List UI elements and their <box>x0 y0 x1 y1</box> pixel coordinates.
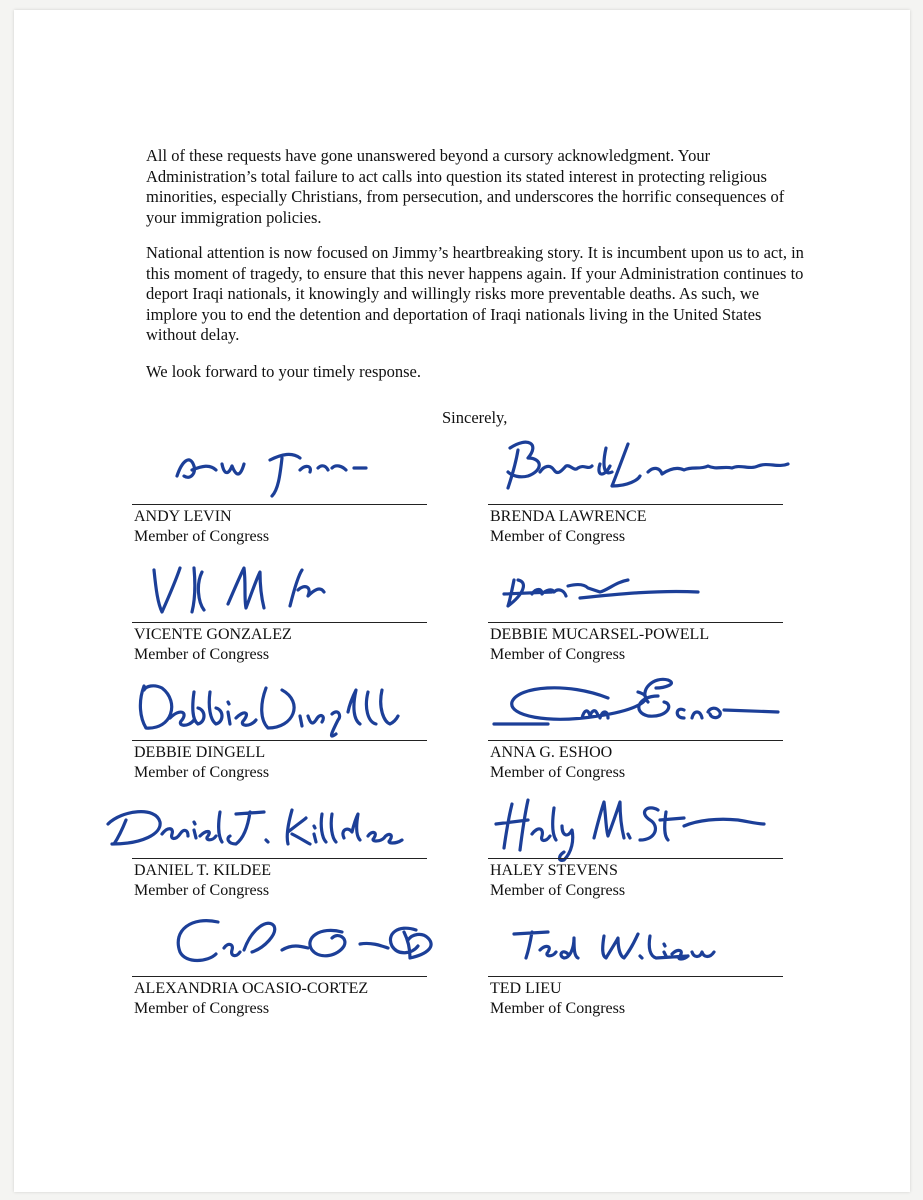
signatory-title: Member of Congress <box>490 528 626 545</box>
signatory-title: Member of Congress <box>134 1000 270 1017</box>
handwritten-signature-debbie-mucarsel-powell <box>488 554 788 629</box>
signatory-title: Member of Congress <box>134 882 270 899</box>
signatory-name: DANIEL T. KILDEE <box>134 862 271 879</box>
signatory-name: ANDY LEVIN <box>134 508 232 525</box>
handwritten-signature-alexandria-ocasio-cortez <box>132 908 432 983</box>
letter-page <box>14 10 910 1192</box>
signature-line <box>132 622 427 623</box>
paragraph-2: National attention is now focused on Jimmy’s heartbreaking story. It is incumbent upon us to act, in this moment of tragedy, to ensure that this never happens again. If your Administration continues to deport Iraqi nationals, it knowingly and willingly risks more preventable deaths. As such, we implore you to end the detention and deportation of Iraqi nationals living in the United States without delay. <box>146 243 804 345</box>
signatory-title: Member of Congress <box>134 764 270 781</box>
signatory-name: DEBBIE DINGELL <box>134 744 266 761</box>
paragraph-1: All of these requests have gone unanswered beyond a cursory acknowledgment. Your Administration’s total failure to act calls into question its stated interest in protecting religious minorities, especially Christians, from persecution, and underscores the horrific consequences of your immigration policies. <box>146 146 785 227</box>
signature-block-vicente-gonzalez <box>132 584 432 674</box>
signature-line <box>132 504 427 505</box>
signatory-name: ALEXANDRIA OCASIO-CORTEZ <box>134 980 369 997</box>
signature-block-alexandria-ocasio-cortez <box>132 938 432 1028</box>
signatory-title: Member of Congress <box>134 528 270 545</box>
signature-block-debbie-mucarsel-powell <box>488 584 788 674</box>
handwritten-signature-vicente-gonzalez <box>132 554 432 629</box>
signatory-name: VICENTE GONZALEZ <box>134 626 292 643</box>
signatory-name: HALEY STEVENS <box>490 862 618 879</box>
signature-line <box>488 740 783 741</box>
handwritten-signature-andy-levin <box>132 436 432 511</box>
paragraph-3: We look forward to your timely response. <box>146 362 421 381</box>
signature-line <box>132 858 427 859</box>
handwritten-signature-ted-lieu <box>488 908 788 983</box>
signatory-title: Member of Congress <box>134 646 270 663</box>
handwritten-signature-debbie-dingell <box>132 672 432 747</box>
handwritten-signature-haley-stevens <box>488 790 788 865</box>
signature-block-haley-stevens <box>488 820 788 910</box>
signature-block-brenda-lawrence <box>488 466 788 556</box>
signatory-title: Member of Congress <box>490 764 626 781</box>
signature-block-anna-eshoo <box>488 702 788 792</box>
signature-line <box>488 622 783 623</box>
signatory-name: TED LIEU <box>490 980 562 997</box>
signatory-name: ANNA G. ESHOO <box>490 744 613 761</box>
signature-line <box>488 504 783 505</box>
handwritten-signature-anna-eshoo <box>488 672 788 747</box>
closing-salutation: Sincerely, <box>442 408 508 427</box>
signature-block-andy-levin <box>132 466 432 556</box>
signatory-title: Member of Congress <box>490 1000 626 1017</box>
signature-line <box>132 976 427 977</box>
handwritten-signature-daniel-kildee <box>132 790 432 865</box>
signature-block-daniel-kildee <box>132 820 432 910</box>
signature-line <box>488 976 783 977</box>
signature-block-ted-lieu <box>488 938 788 1028</box>
signatory-title: Member of Congress <box>490 882 626 899</box>
handwritten-signature-brenda-lawrence <box>488 436 788 511</box>
signature-line <box>488 858 783 859</box>
signatory-name: DEBBIE MUCARSEL-POWELL <box>490 626 710 643</box>
signatory-name: BRENDA LAWRENCE <box>490 508 647 525</box>
signature-line <box>132 740 427 741</box>
signatory-title: Member of Congress <box>490 646 626 663</box>
signature-block-debbie-dingell <box>132 702 432 792</box>
